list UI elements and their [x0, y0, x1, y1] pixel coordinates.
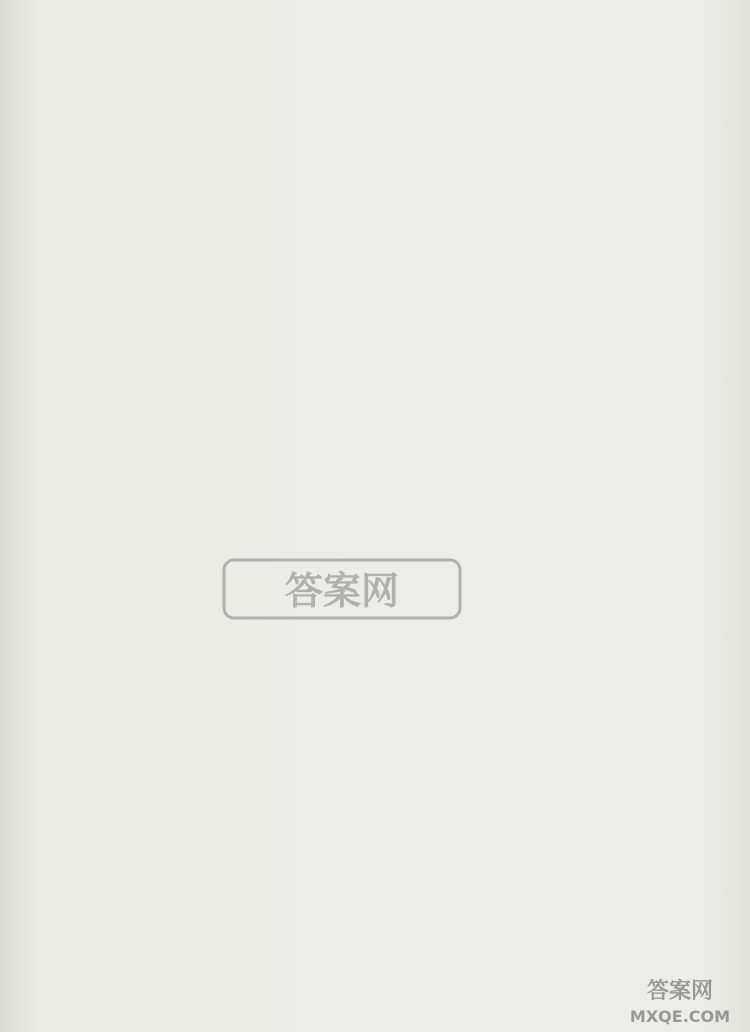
watermark-logo	[222, 556, 462, 626]
corner-logo	[620, 970, 740, 1030]
svg-text:答案网: 答案网	[646, 979, 714, 1004]
svg-text:MXQE.COM: MXQE.COM	[629, 1007, 731, 1026]
svg-text:答案网: 答案网	[284, 569, 400, 613]
